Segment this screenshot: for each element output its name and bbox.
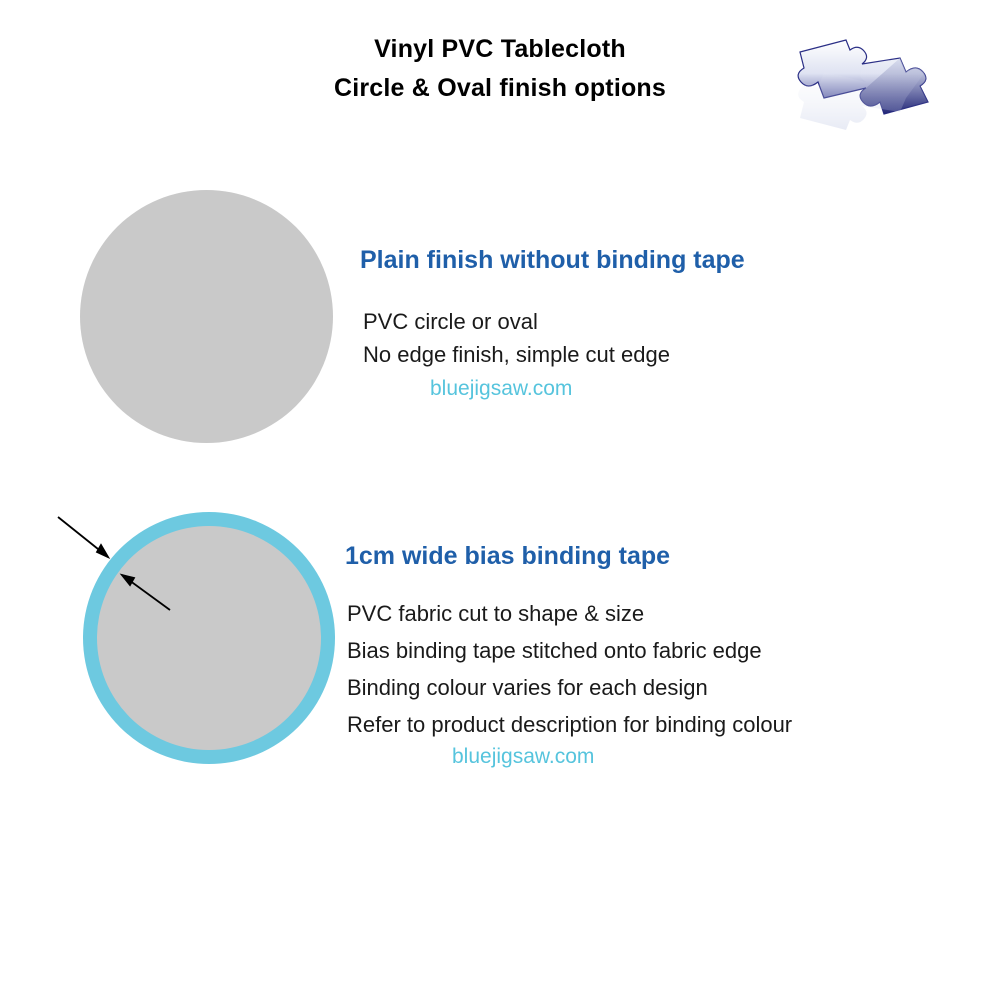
brand-label-plain: bluejigsaw.com	[430, 377, 573, 400]
plain-finish-description-line: PVC circle or oval	[363, 309, 538, 334]
bias-binding-description	[347, 595, 792, 743]
bias-binding-description-line: Bias binding tape stitched onto fabric edge	[347, 638, 762, 663]
bias-binding-description-line: Refer to product description for binding colour	[347, 712, 793, 737]
page-title-line-1: Vinyl PVC Tablecloth	[374, 35, 626, 63]
puzzle-piece-logo	[788, 20, 978, 135]
plain-finish-description	[363, 305, 670, 371]
binding-callout-arrows	[40, 495, 240, 635]
brand-label-binding: bluejigsaw.com	[452, 745, 595, 768]
bias-binding-description-line: PVC fabric cut to shape & size	[347, 601, 645, 626]
bias-binding-heading: 1cm wide bias binding tape	[345, 542, 671, 570]
plain-finish-description-line: No edge finish, simple cut edge	[363, 342, 670, 367]
plain-finish-heading: Plain finish without binding tape	[360, 246, 745, 274]
bias-binding-description-line: Binding colour varies for each design	[347, 675, 708, 700]
page-title-line-2: Circle & Oval finish options	[333, 74, 667, 102]
plain-finish-circle-swatch	[80, 190, 333, 443]
